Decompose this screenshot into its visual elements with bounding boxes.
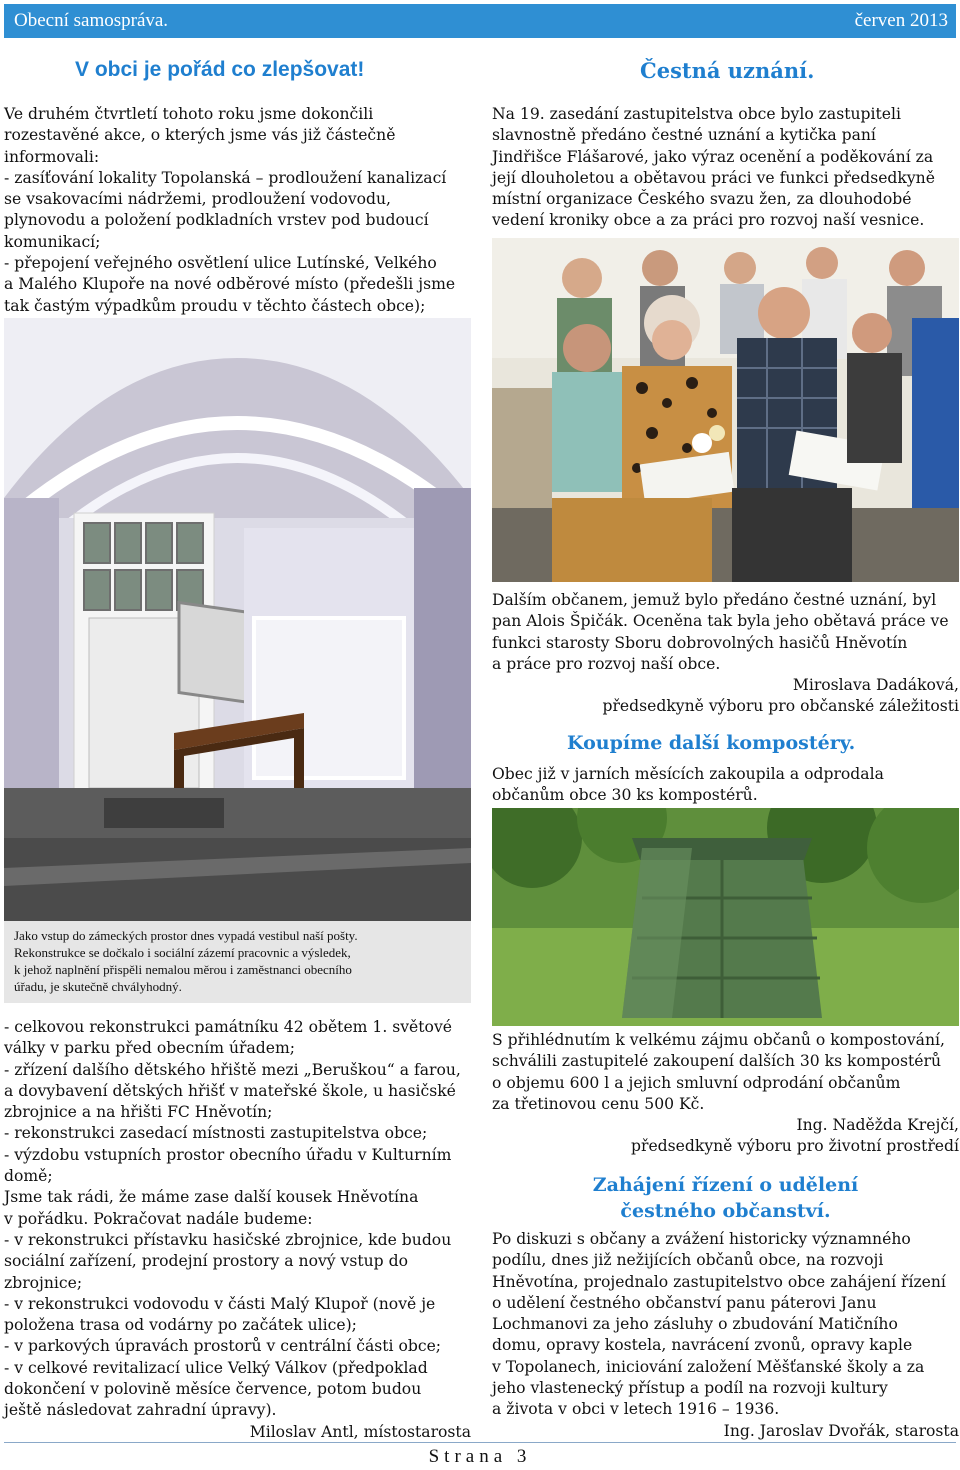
text-line: funkci starosty Sboru dobrovolných hasičů Hněvotín xyxy=(492,633,908,652)
text-line: Ve druhém čtvrtletí tohoto roku jsme dokončili xyxy=(4,105,374,123)
text-line: slavnostně předáno čestné uznání a kytička paní xyxy=(492,126,876,145)
text-line: o udělení čestného občanství panu páterovi Janu xyxy=(492,1293,877,1312)
text-line: Na 19. zasedání zastupitelstva obce bylo zastupiteli xyxy=(492,105,901,123)
text-line: Lochmanovi za jeho zásluhy o zbudování Matičního xyxy=(492,1315,898,1334)
citizen-signature: Ing. Jaroslav Dvořák, starosta xyxy=(723,1421,959,1440)
text-line: dokončení v polovině měsíce července, potom budou xyxy=(4,1380,422,1399)
vestibule-photo xyxy=(4,318,471,921)
text-line: místní organizace Českého svazu žen, za dlouhodobé xyxy=(492,190,912,209)
text-line: Jsme tak rádi, že máme zase další kousek Hněvotína xyxy=(4,1188,419,1207)
text-line: pan Alois Špičák. Oceněna tak byla jeho obětavá práce ve xyxy=(492,612,949,631)
text-line: Hněvotína, projednalo zastupitelstvo obce zahájení řízení xyxy=(492,1272,946,1291)
composter-photo xyxy=(492,808,959,1026)
honor2-signature-name: Miroslava Dadáková, xyxy=(792,676,959,695)
honor-text xyxy=(492,104,959,232)
text-line: schválili zastupitelé zakoupení dalších 30 ks kompostérů xyxy=(492,1052,942,1071)
text-line: vedení kroniky obce a za práci pro rozvoj naší vesnice. xyxy=(492,211,925,230)
photo-caption xyxy=(4,921,471,1003)
citizen-title-line-1: Zahájení řízení o udělení xyxy=(592,1174,859,1196)
text-line: Jindřišce Flášarové, jako výraz ocenění a poděkování za xyxy=(492,147,934,166)
citizen-title xyxy=(492,1172,959,1224)
text-line: se vsakovacími nádržemi, prodloužení vodovodu, xyxy=(4,190,392,209)
text-line: tak častým výpadkům proudu v těchto částech obce); xyxy=(4,296,426,315)
text-line: plynovodu a položení podkladních vrstev pod budoucí xyxy=(4,211,429,230)
text-line: informovali: xyxy=(4,147,100,166)
text-line: v Topolanech, iniciování založení Měšťanské školy a za xyxy=(492,1357,925,1376)
left-intro-text xyxy=(4,104,471,317)
text-line: domě; xyxy=(4,1167,53,1186)
text-line: ještě následovat zahradní úpravy). xyxy=(4,1401,277,1420)
caption-line: Rekonstrukce se dočkalo i sociální zázemí pracovnic a výsledek, xyxy=(14,945,351,960)
text-line: S přihlédnutím k velkému zájmu občanů o kompostování, xyxy=(492,1031,945,1049)
text-line: - rekonstrukci zasedací místnosti zastupitelstva obce; xyxy=(4,1124,428,1143)
text-line: - přepojení veřejného osvětlení ulice Lutínské, Velkého xyxy=(4,254,437,273)
vestibule-illustration xyxy=(4,318,471,921)
header-bar xyxy=(4,4,956,38)
compost2-text xyxy=(492,1030,959,1158)
text-line: sociální zařízení, prodejní prostory a nový vstup do xyxy=(4,1252,408,1271)
caption-line: úřadu, je skutečně chvályhodný. xyxy=(14,979,182,994)
ceremony-photo xyxy=(492,238,959,582)
text-line: rozestavěné akce, o kterých jsme vás již částečně xyxy=(4,126,396,145)
text-line: Po diskuzi s občany a zvážení historicky významného xyxy=(492,1230,911,1248)
text-line: - celkovou rekonstrukci památníku 42 obětem 1. světové xyxy=(4,1018,452,1036)
text-line: - zasíťování lokality Topolanská – prodloužení kanalizací xyxy=(4,168,447,187)
text-line: její dlouholetou a obětavou práci ve funkci předsedkyně xyxy=(492,168,935,187)
left-article-title: V obci je pořád co zlepšovat! xyxy=(75,58,365,81)
text-line: a života v obci v letech 1916 – 1936. xyxy=(492,1400,780,1419)
text-line: a práce pro rozvoj naší obce. xyxy=(492,654,721,673)
text-line: zbrojnice; xyxy=(4,1273,83,1292)
left-body-text xyxy=(4,1017,471,1443)
text-line: o objemu 600 l a jejich smluvní odprodání občanům xyxy=(492,1073,901,1092)
issue-date: červen 2013 xyxy=(854,10,948,31)
text-line: - zřízení dalšího dětského hřiště mezi „Beruškou“ a farou, xyxy=(4,1060,461,1079)
text-line: a dovybavení dětských hřišť v mateřské škole, u hasičské xyxy=(4,1081,456,1100)
text-line: Dalším občanem, jemuž bylo předáno čestné uznání, byl xyxy=(492,591,937,609)
honor-title: Čestná uznání. xyxy=(640,58,815,83)
text-line: domu, opravy kostela, navrácení zvonů, opravy kaple xyxy=(492,1336,913,1355)
composter-illustration xyxy=(492,808,959,1026)
ceremony-illustration xyxy=(492,238,959,582)
text-line: komunikací; xyxy=(4,232,101,251)
page-number: Strana 3 xyxy=(428,1446,532,1467)
section-title: Obecní samospráva. xyxy=(14,10,169,31)
text-line: a Malého Klupoře na nové odběrové místo (předešli jsme xyxy=(4,275,456,294)
left-signature: Miloslav Antl, místostarosta xyxy=(249,1422,471,1441)
compost-title: Koupíme další kompostéry. xyxy=(567,732,856,754)
text-line: v pořádku. Pokračovat nadále budeme: xyxy=(4,1209,313,1228)
text-line: za třetinovou cenu 500 Kč. xyxy=(492,1094,705,1113)
text-line: války v parku před obecním úřadem; xyxy=(4,1039,296,1058)
text-line: - v rekonstrukci přístavku hasičské zbrojnice, kde budou xyxy=(4,1230,452,1249)
citizen-title-line-2: čestného občanství. xyxy=(620,1200,831,1222)
text-line: podílu, dnes již nežijících občanů obce, na rozvoji xyxy=(492,1251,884,1270)
honor2-text xyxy=(492,590,959,718)
text-line: - v rekonstrukci vodovodu v části Malý Klupoř (nově je xyxy=(4,1294,436,1313)
text-line: položena trasa od vodárny po začátek ulice); xyxy=(4,1316,357,1335)
caption-line: Jako vstup do zámeckých prostor dnes vypadá vestibul naší pošty. xyxy=(14,928,358,943)
text-line: jeho vlastenecký přístup a podíl na rozvoji kultury xyxy=(492,1379,888,1398)
compost-signature-name: Ing. Naděžda Krejčí, xyxy=(796,1116,959,1135)
text-line: - v celkové revitalizací ulice Velký Válkov (předpoklad xyxy=(4,1358,428,1377)
honor2-signature-role: předsedkyně výboru pro občanské záležitosti xyxy=(602,697,959,716)
compost-signature-role: předsedkyně výboru pro životní prostředí xyxy=(631,1137,959,1156)
footer-rule xyxy=(4,1442,956,1443)
citizen-text xyxy=(492,1229,959,1442)
text-line: zbrojnice a na hřišti FC Hněvotín; xyxy=(4,1103,273,1122)
text-line: - výzdobu vstupních prostor obecního úřadu v Kulturním xyxy=(4,1145,452,1164)
text-line: občanům obce 30 ks kompostérů. xyxy=(492,786,758,805)
text-line: Obec již v jarních měsících zakoupila a odprodala xyxy=(492,765,884,783)
caption-line: k jehož naplnění přispěli nemalou měrou i zaměstnanci obecního xyxy=(14,962,352,977)
compost-text xyxy=(492,764,959,807)
text-line: - v parkových úpravách prostorů v centrální části obce; xyxy=(4,1337,442,1356)
